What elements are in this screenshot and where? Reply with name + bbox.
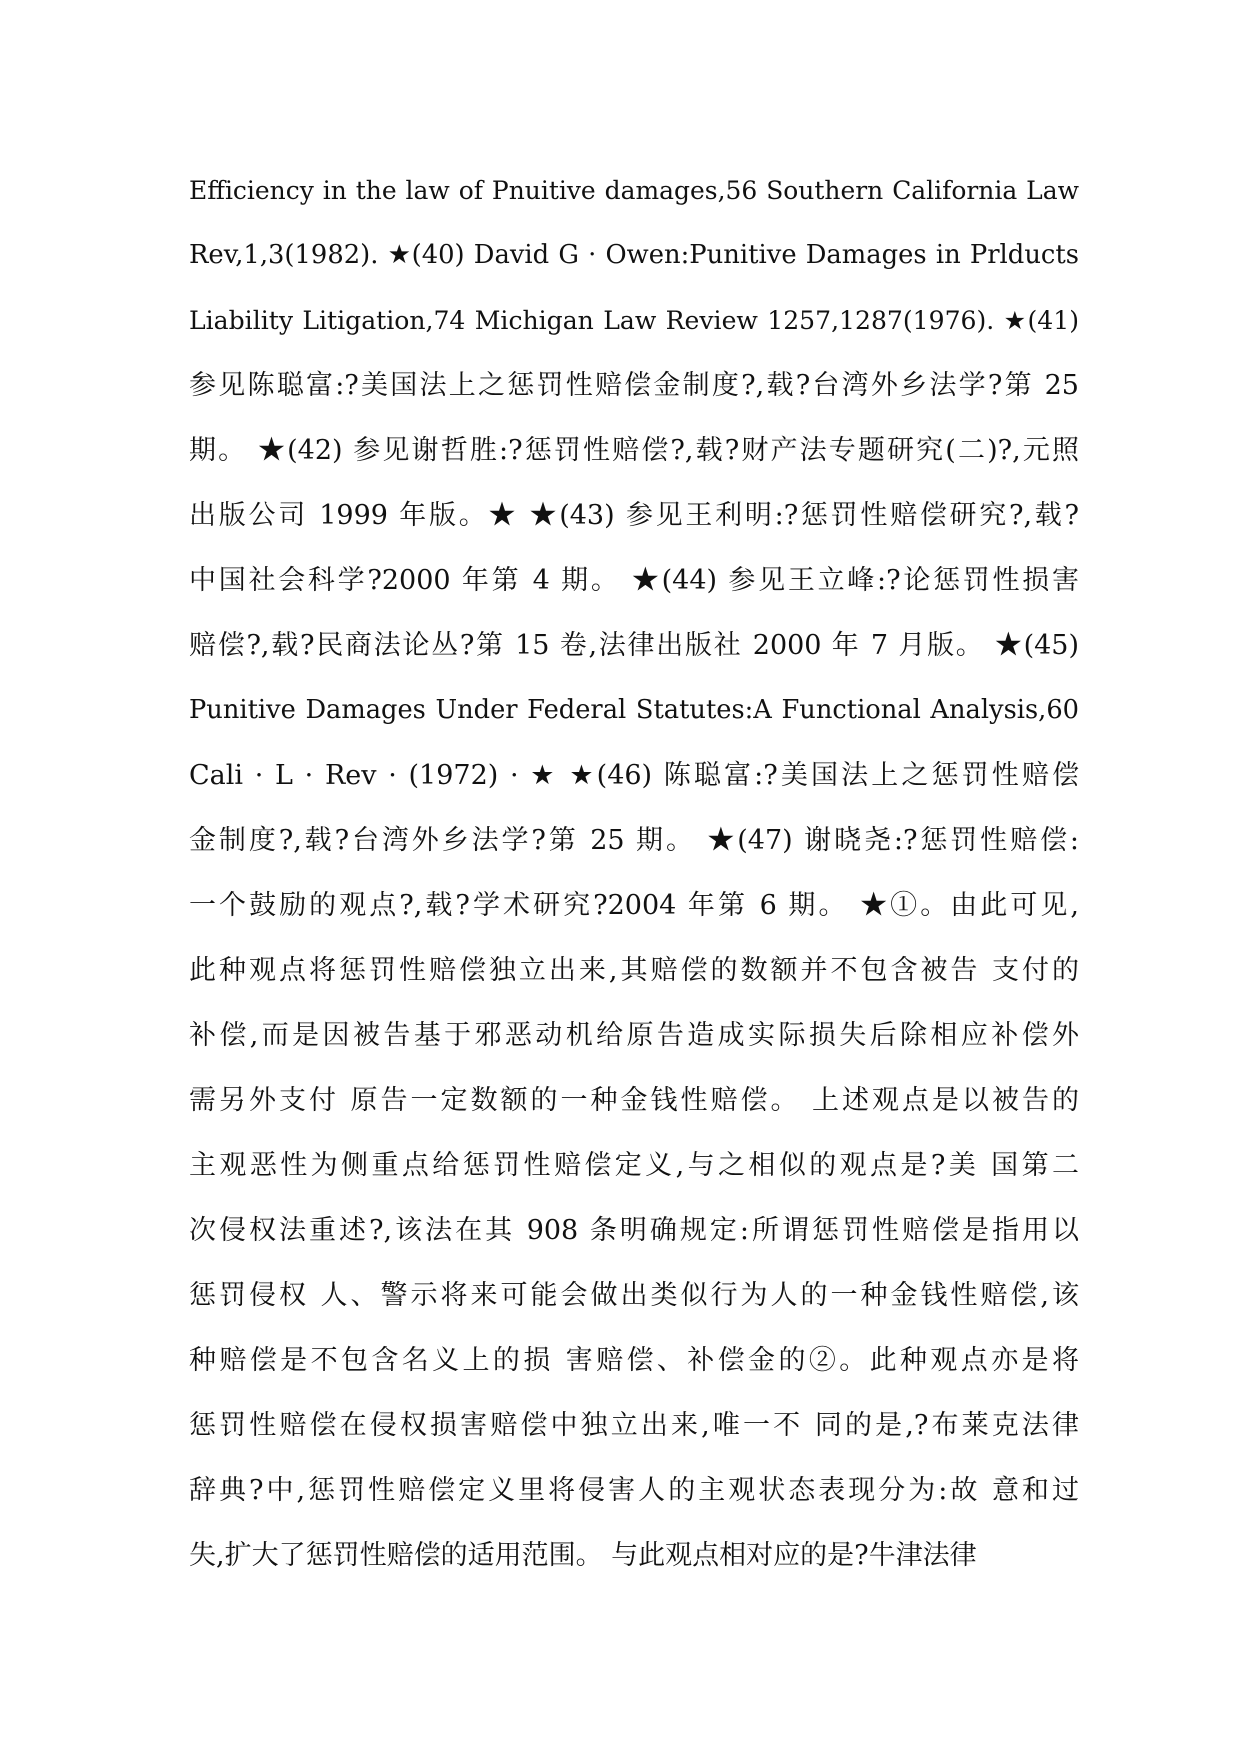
text-line: Rev,1,3(1982). ★(40) David G · Owen:Punitive Damages in Prlducts (189, 240, 1079, 270)
text-line: Punitive Damages Under Federal Statutes:A Functional Analysis,60 (189, 695, 1079, 725)
text-line: 失,扩大了惩罚性赔偿的适用范围。 与此观点相对应的是?牛津法律 (189, 1540, 977, 1571)
text-line: 惩罚性赔偿在侵权损害赔偿中独立出来,唯一不 同的是,?布莱克法律 (189, 1410, 1079, 1441)
text-line: 补偿,而是因被告基于邪恶动机给原告造成实际损失后除相应补偿外 (189, 1020, 1079, 1051)
text-line: 需另外支付 原告一定数额的一种金钱性赔偿。 上述观点是以被告的 (189, 1085, 1079, 1116)
text-line: 参见陈聪富:?美国法上之惩罚性赔偿金制度?,载?台湾外乡法学?第 25 (189, 370, 1079, 401)
text-line: 主观恶性为侧重点给惩罚性赔偿定义,与之相似的观点是?美 国第二 (189, 1150, 1079, 1181)
text-line: 期。 ★(42) 参见谢哲胜:?惩罚性赔偿?,载?财产法专题研究(二)?,元照 (189, 435, 1079, 466)
text-line: 辞典?中,惩罚性赔偿定义里将侵害人的主观状态表现分为:故 意和过 (189, 1475, 1079, 1506)
text-line: 此种观点将惩罚性赔偿独立出来,其赔偿的数额并不包含被告 支付的 (189, 955, 1079, 986)
text-line: 中国社会科学?2000 年第 4 期。 ★(44) 参见王立峰:?论惩罚性损害 (189, 565, 1079, 596)
text-line: Liability Litigation,74 Michigan Law Review 1257,1287(1976). ★(41) (189, 306, 1079, 335)
text-line: 金制度?,载?台湾外乡法学?第 25 期。 ★(47) 谢晓尧:?惩罚性赔偿: (189, 825, 1079, 856)
text-line: 出版公司 1999 年版。★ ★(43) 参见王利明:?惩罚性赔偿研究?,载? (189, 500, 1079, 531)
body-text (189, 158, 1079, 1588)
text-line: 惩罚侵权 人、警示将来可能会做出类似行为人的一种金钱性赔偿,该 (189, 1280, 1079, 1311)
text-line: Cali · L · Rev · (1972) · ★ ★(46) 陈聪富:?美国法上之惩罚性赔偿 (189, 760, 1079, 791)
text-line: 种赔偿是不包含名义上的损 害赔偿、补偿金的②。此种观点亦是将 (189, 1345, 1079, 1376)
text-line: Efficiency in the law of Pnuitive damages,56 Southern California Law (189, 176, 1079, 205)
text-line: 一个鼓励的观点?,载?学术研究?2004 年第 6 期。 ★①。由此可见, (189, 890, 1079, 921)
text-line: 赔偿?,载?民商法论丛?第 15 卷,法律出版社 2000 年 7 月版。 ★(45) (189, 630, 1079, 661)
text-line: 次侵权法重述?,该法在其 908 条明确规定:所谓惩罚性赔偿是指用以 (189, 1215, 1079, 1246)
